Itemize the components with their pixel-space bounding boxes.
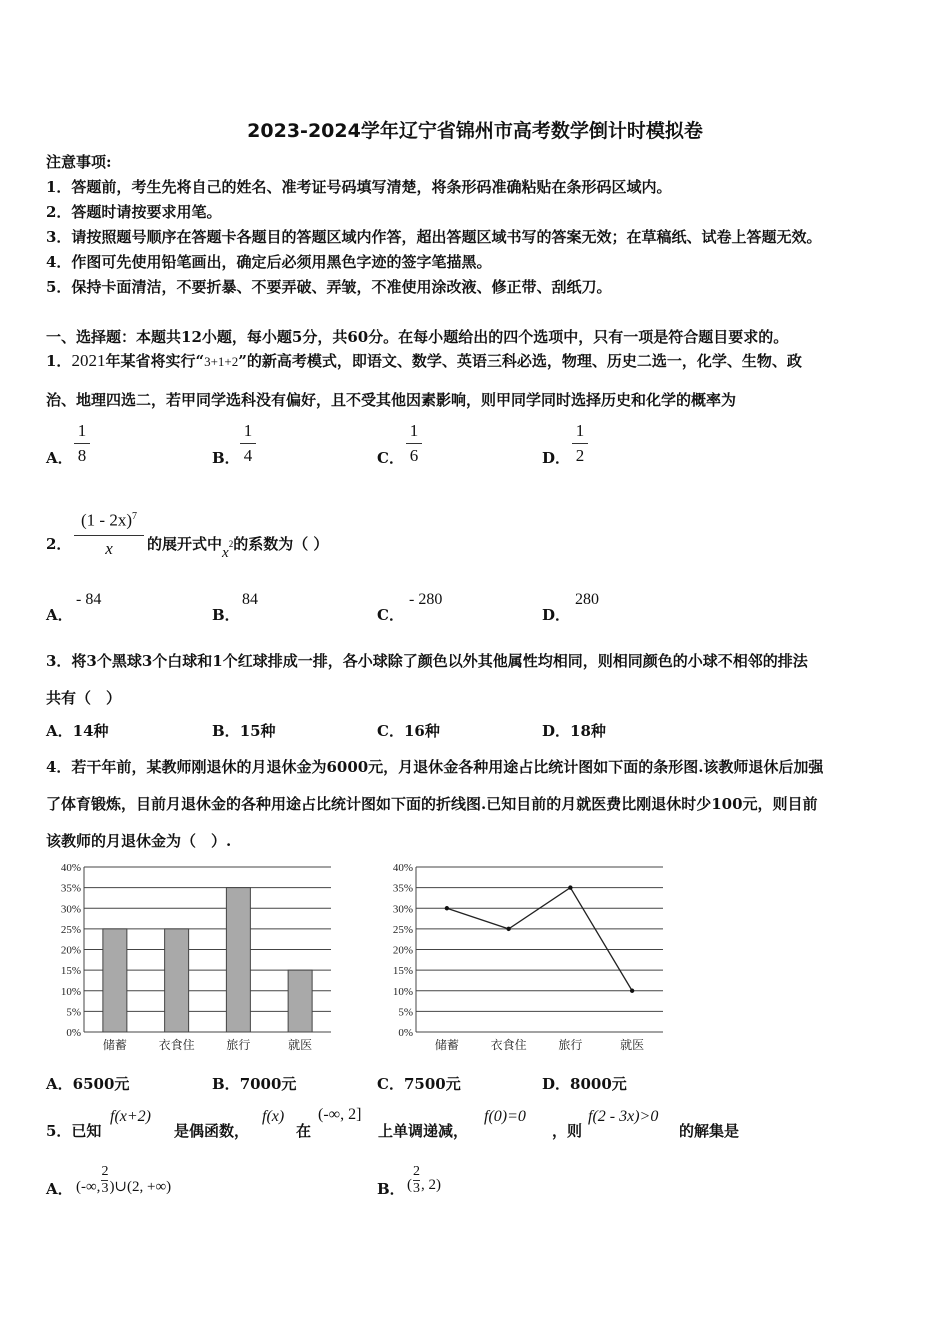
q2-term-exp: 2 — [228, 539, 234, 549]
line-chart-point — [630, 989, 634, 993]
q2-term: x — [222, 545, 229, 561]
q5-t3: 上单调递减， — [378, 1122, 469, 1140]
q1-option-c-label: C． — [377, 449, 404, 467]
line-chart-ytick-label: 10% — [392, 985, 413, 998]
line-chart-series-line — [447, 888, 632, 991]
q2-option-b-label: B． — [212, 606, 240, 624]
line-chart-point — [445, 906, 449, 910]
line-chart — [378, 857, 678, 1057]
bar-chart-bar — [288, 970, 312, 1032]
line-chart-category-label: 就医 — [620, 1038, 645, 1052]
line-chart-ytick-label: 0% — [398, 1027, 413, 1039]
q5-option-b-label: B． — [377, 1180, 405, 1198]
bar-chart-category-label: 衣食住 — [158, 1038, 195, 1052]
q5-t5: 的解集是 — [679, 1122, 740, 1140]
line-chart-point — [568, 885, 572, 889]
q3-line-1: 3．将3个黑球3个白球和1个红球排成一排，各小球除了颜色以外其他属性均相同，则相同颜色的小球不相邻的排法 — [46, 652, 808, 670]
q2-text: 的展开式中$x^2$的系数为（ ） — [147, 535, 329, 561]
line-chart-category-label: 衣食住 — [490, 1038, 527, 1052]
q5-f2: f(x) — [262, 1108, 285, 1125]
q4-option-c: C．7500元 — [377, 1075, 461, 1093]
q1-text-a: 年某省将实行“ — [105, 352, 205, 370]
q3-option-d: D．18种 — [542, 722, 606, 740]
bar-chart-ytick-label: 35% — [60, 882, 81, 895]
q3-line-2: 共有（ ） — [46, 689, 122, 707]
q3-option-a: A．14种 — [46, 722, 109, 740]
line-chart-ytick-label: 20% — [392, 944, 413, 957]
q5-interval: (-∞, 2] — [318, 1106, 362, 1123]
bar-chart-category-label: 就医 — [288, 1038, 313, 1052]
line-chart-category-label: 旅行 — [558, 1038, 583, 1052]
q5-number: 5．已知 — [46, 1122, 102, 1140]
bar-chart-category-label: 旅行 — [226, 1038, 251, 1052]
q5-f4: f(2 - 3x)>0 — [588, 1108, 659, 1125]
q4-option-b: B．7000元 — [212, 1075, 297, 1093]
q2-option-a-label: A． — [46, 606, 73, 624]
q2-option-d-value: 280 — [575, 591, 599, 608]
q5-t2: 在 — [296, 1122, 312, 1140]
q4-line-1: 4．若干年前，某教师刚退休的月退休金为6000元，月退休金各种用途占比统计图如下面的条形图.该教师退休后加强 — [46, 758, 824, 776]
q1-formula: 3+1+2 — [204, 354, 239, 369]
q1-option-d-fraction: 1 2 — [572, 421, 588, 466]
line-chart-ytick-label: 30% — [392, 903, 413, 916]
q4-option-a: A．6500元 — [46, 1075, 130, 1093]
q1-year: 2021 — [71, 351, 106, 370]
q1-option-c-fraction: 1 6 — [406, 421, 422, 466]
line-chart-category-label: 储蓄 — [434, 1038, 459, 1052]
bar-chart-category-label: 储蓄 — [102, 1038, 127, 1052]
q1-number: 1． — [46, 352, 72, 370]
q2-numerator: (1 - 2x) — [81, 510, 132, 530]
section-heading: 一、选择题：本题共12小题，每小题5分，共60分。在每小题给出的四个选项中，只有一项是符合题目要求的。 — [46, 328, 789, 346]
line-chart-point — [506, 927, 510, 931]
bar-chart-bar — [226, 888, 250, 1032]
notice-item-3: 3．请按照题号顺序在答题卡各题目的答题区域内作答，超出答题区域书写的答案无效；在草稿纸、试卷上答题无效。 — [46, 228, 822, 246]
q1-option-d-label: D． — [542, 449, 571, 467]
q4-line-2: 了体育锻炼，目前月退休金的各种用途占比统计图如下面的折线图.已知目前的月就医费比刚退休时少100元，则目前 — [46, 795, 818, 813]
page-title: 2023-2024学年辽宁省锦州市高考数学倒计时模拟卷 — [247, 120, 703, 142]
bar-chart-bar — [165, 929, 189, 1032]
notice-item-4: 4．作图可先使用铅笔画出，确定后必须用黑色字迹的签字笔描黑。 — [46, 253, 492, 271]
q5-f3: f(0)=0 — [484, 1108, 526, 1125]
q1-line-2: 治、地理四选二，若甲同学选科没有偏好，且不受其他因素影响，则甲同学同时选择历史和化学的概率为 — [46, 391, 737, 409]
q1-option-b-fraction: 1 4 — [240, 421, 256, 466]
notice-item-5: 5．保持卡面清洁，不要折暴、不要弄破、弄皱，不准使用涂改液、修正带、刮纸刀。 — [46, 278, 612, 296]
bar-chart-ytick-label: 25% — [60, 923, 81, 936]
notice-item-1: 1．答题前，考生先将自己的姓名、准考证号码填写清楚，将条形码准确粘贴在条形码区域内。 — [46, 178, 672, 196]
bar-chart-ytick-label: 5% — [66, 1006, 81, 1019]
q3-option-b: B．15种 — [212, 722, 276, 740]
bar-chart — [46, 857, 346, 1057]
line-chart-ytick-label: 5% — [398, 1006, 413, 1019]
q5-f1: f(x+2) — [110, 1108, 151, 1125]
bar-chart-ytick-label: 40% — [60, 862, 81, 874]
q1-option-a-fraction: 1 8 — [74, 421, 90, 466]
bar-chart-ytick-label: 20% — [60, 944, 81, 957]
q2-option-b-value: 84 — [242, 591, 258, 608]
q5-t1: 是偶函数， — [174, 1122, 250, 1140]
bar-chart-bar — [103, 929, 127, 1032]
q4-line-3: 该教师的月退休金为（ ）. — [46, 832, 232, 850]
notice-item-2: 2．答题时请按要求用笔。 — [46, 203, 222, 221]
q5-option-a-label: A． — [46, 1180, 73, 1198]
q2-number: 2． — [46, 535, 72, 553]
q2-denominator: x — [105, 538, 113, 558]
q2-exponent: 7 — [131, 511, 137, 522]
line-chart-ytick-label: 15% — [392, 965, 413, 978]
line-chart-ytick-label: 35% — [392, 882, 413, 895]
bar-chart-ytick-label: 15% — [60, 965, 81, 978]
q2-option-d-label: D． — [542, 606, 571, 624]
line-chart-ytick-label: 25% — [392, 923, 413, 936]
q3-option-c: C．16种 — [377, 722, 440, 740]
q4-option-d: D．8000元 — [542, 1075, 627, 1093]
q1-text-b: ”的新高考模式，即语文、数学、英语三科必选，物理、历史二选一，化学、生物、政 — [238, 352, 802, 370]
line-chart-ytick-label: 40% — [392, 862, 413, 874]
bar-chart-ytick-label: 0% — [66, 1027, 81, 1039]
q2-option-c-label: C． — [377, 606, 404, 624]
q2-option-a-value: - 84 — [76, 591, 102, 608]
notice-heading: 注意事项: — [46, 153, 112, 171]
bar-chart-ytick-label: 30% — [60, 903, 81, 916]
question-1 — [46, 350, 802, 371]
q5-option-b-expr: ( $\frac{2}{3}$ , 2) — [407, 1164, 441, 1196]
q2-expression — [74, 506, 144, 559]
bar-chart-ytick-label: 10% — [60, 985, 81, 998]
q2-option-c-value: - 280 — [409, 591, 443, 608]
q5-option-a-expr: (-∞, $\frac{2}{3}$ )∪(2, +∞) — [76, 1164, 172, 1196]
q1-option-a-label: A． — [46, 449, 73, 467]
q1-option-b-label: B． — [212, 449, 240, 467]
q5-t4: ，则 — [552, 1122, 583, 1140]
